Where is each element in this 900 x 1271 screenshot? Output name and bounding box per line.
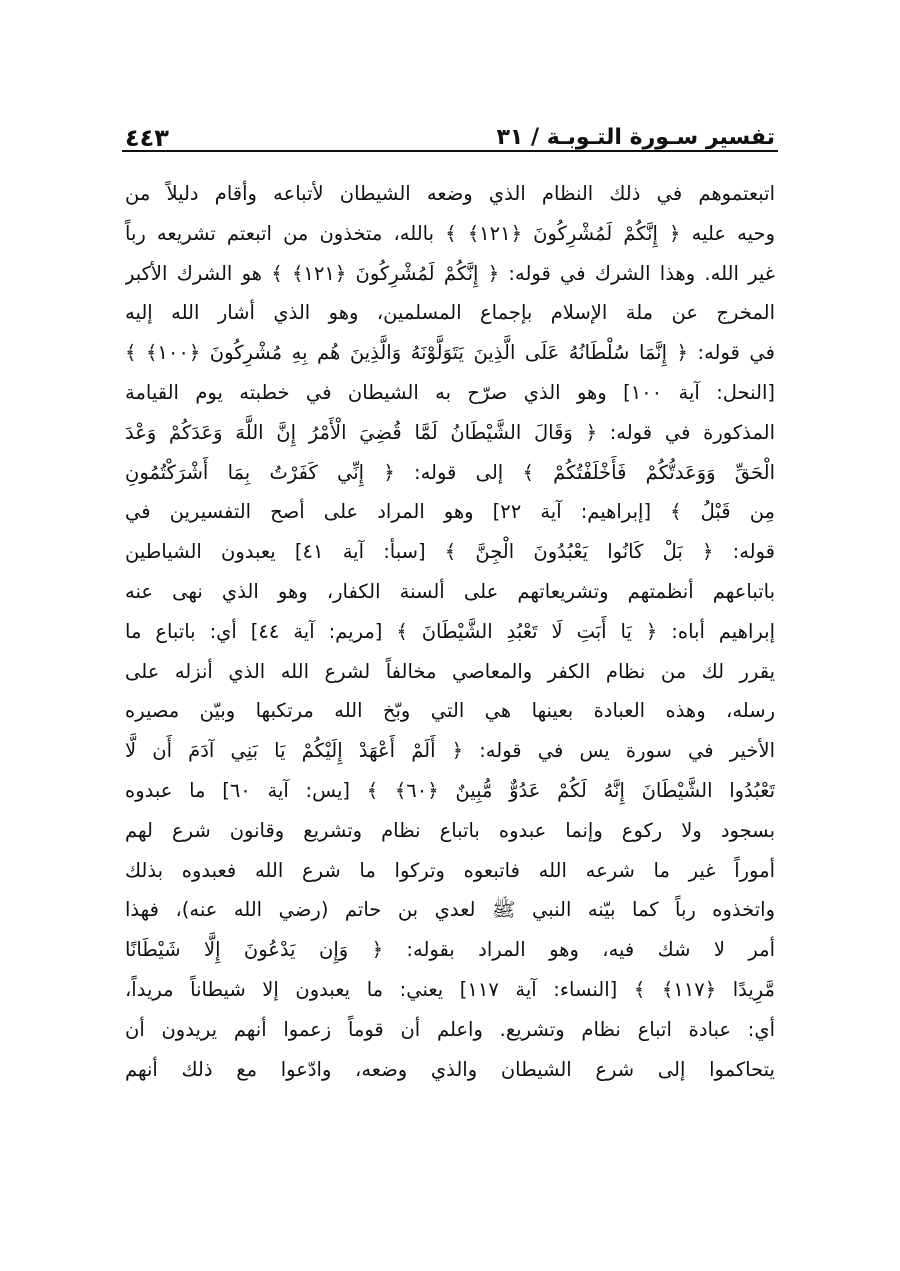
text-line: المخرج عن ملة الإسلام بإجماع المسلمين، وهو الذي أشار الله إليه (125, 301, 775, 325)
text-line: أي: عبادة اتباع نظام وتشريع. واعلم أن قوماً زعموا أنهم يريدون أن (125, 1017, 775, 1041)
page-header (125, 112, 775, 152)
text-line: مِن قَبْلُ ﴾ [إبراهيم: آية ٢٢] وهو المراد على أصح التفسيرين في (125, 500, 775, 524)
text-line: باتباعهم أنظمتهم وتشريعاتهم على ألسنة الكفار، وهو الذي نهى عنه (125, 579, 775, 603)
text-line: المذكورة في قوله: ﴿ وَقَالَ الشَّيْطَانُ لَمَّا قُضِيَ الْأَمْرُ إِنَّ اللَّهَ وَعَدَكُمْ وَعْدَ (125, 420, 775, 444)
text-line: رسله، وهذه العبادة بعينها هي التي وبّخ الله مرتكبها وبيّن مصيره (125, 699, 775, 723)
text-line: في قوله: ﴿ إِنَّمَا سُلْطَانُهُ عَلَى الَّذِينَ يَتَوَلَّوْنَهُ وَالَّذِينَ هُم بِهِ مُشْرِكُونَ ﴿١٠٠﴾ ﴾ (125, 341, 775, 365)
text-line: الْحَقِّ وَوَعَدتُّكُمْ فَأَخْلَفْتُكُمْ ﴾ إلى قوله: ﴿ إِنِّي كَفَرْتُ بِمَا أَشْرَكْتُمُونِ (125, 460, 775, 484)
text-line: اتبعتموهم في ذلك النظام الذي وضعه الشيطان لأتباعه وأقام دليلاً من (125, 182, 775, 205)
body-text (125, 174, 775, 1089)
text-line: يتحاكموا إلى شرع الشيطان والذي وضعه، وادّعوا مع ذلك أنهم (125, 1057, 775, 1081)
text-line: غير الله. وهذا الشرك في قوله: ﴿ إِنَّكُمْ لَمُشْرِكُونَ ﴿١٢١﴾ ﴾ هو الشرك الأكبر (125, 261, 775, 285)
text-line: أموراً غير ما شرعه الله فاتبعوه وتركوا ما شرع الله فعبدوه بذلك (125, 858, 775, 882)
text-line: مَّرِيدًا ﴿١١٧﴾ ﴾ [النساء: آية ١١٧] يعني: ما يعبدون إلا شيطاناً مريداً، (125, 977, 775, 1001)
header-rule (122, 150, 778, 152)
text-line: وحيه عليه ﴿ إِنَّكُمْ لَمُشْرِكُونَ ﴿١٢١﴾ ﴾ بالله، متخذون من اتبعتم تشريعه رباً (125, 221, 775, 245)
text-line: بسجود ولا ركوع وإنما عبدوه باتباع نظام وتشريع وقانون شرع لهم (125, 818, 775, 842)
text-line: تَعْبُدُوا الشَّيْطَانَ إِنَّهُ لَكُمْ عَدُوٌّ مُّبِينٌ ﴿٦٠﴾ ﴾ [يس: آية ٦٠] ما عبدوه (125, 778, 775, 802)
text-line: [النحل: آية ١٠٠] وهو الذي صرّح به الشيطان في خطبته يوم القيامة (125, 380, 775, 404)
text-line: إبراهيم أباه: ﴿ يَا أَبَتِ لَا تَعْبُدِ الشَّيْطَانَ ﴾ [مريم: آية ٤٤] أي: باتباع ما (125, 619, 775, 643)
text-line: يقرر لك من نظام الكفر والمعاصي مخالفاً لشرع الله الذي أنزله على (125, 659, 775, 683)
page-number: ٤٤٣ (125, 124, 169, 152)
text-line: قوله: ﴿ بَلْ كَانُوا يَعْبُدُونَ الْجِنَّ ﴾ [سبأ: آية ٤١] يعبدون الشياطين (125, 540, 775, 564)
text-line: الأخير في سورة يس في قوله: ﴿ أَلَمْ أَعْهَدْ إِلَيْكُمْ يَا بَنِي آدَمَ أَن لَّا (125, 739, 775, 763)
running-title: تفسير سـورة التـوبـة / ٣١ (496, 125, 775, 150)
text-line: واتخذوه رباً كما بيّنه النبي ﷺ لعدي بن حاتم (رضي الله عنه)، فهذا (125, 898, 775, 922)
text-line: أمر لا شك فيه، وهو المراد بقوله: ﴿ وَإِن يَدْعُونَ إِلَّا شَيْطَانًا (125, 938, 775, 962)
